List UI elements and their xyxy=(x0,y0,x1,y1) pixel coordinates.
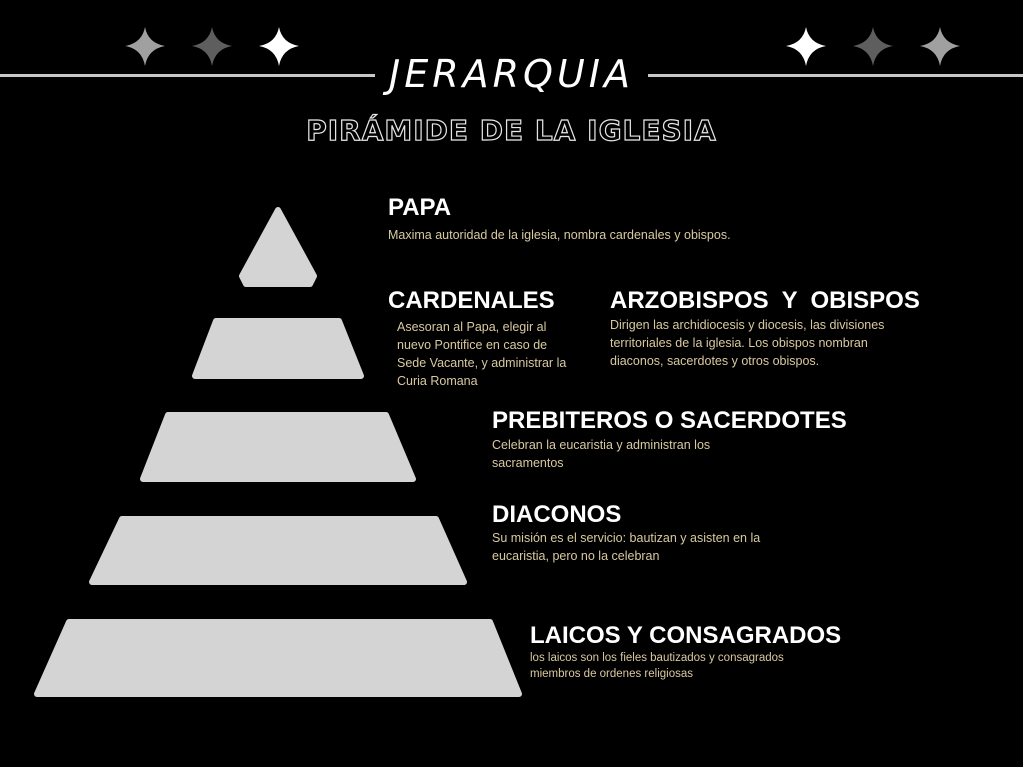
pyramid-tier-papa xyxy=(242,210,314,284)
level-title-arzobispos: ARZOBISPOS Y OBISPOS xyxy=(610,287,920,314)
star-icon xyxy=(259,27,299,66)
level-desc-papa: Maxima autoridad de la iglesia, nombra cardenales y obispos. xyxy=(388,228,731,242)
star-icon xyxy=(853,27,893,66)
level-desc-laicos: los laicos son los fieles bautizados y consagrados miembros de ordenes religiosas xyxy=(530,652,784,680)
pyramid-tier-laicos xyxy=(37,622,519,694)
level-title-presbiteros: PREBITEROS O SACERDOTES xyxy=(492,407,847,434)
level-title-laicos: LAICOS Y CONSAGRADOS xyxy=(530,622,842,649)
page-subtitle: PIRÁMIDE DE LA IGLESIA xyxy=(306,114,717,147)
star-icon xyxy=(125,27,165,66)
pyramid-tier-cardenales xyxy=(195,321,361,376)
page-title: JERARQUIA xyxy=(0,52,1023,96)
level-desc-cardenales: Asesoran al Papa, elegir al nuevo Pontifice en caso de Sede Vacante, y administrar la Curia Romana xyxy=(397,320,567,388)
star-icon xyxy=(920,27,960,66)
level-desc-arzobispos: Dirigen las archidiocesis y diocesis, las divisiones territoriales de la iglesia. Los obispos nombran diaconos, sacerdotes y otros obispos. xyxy=(610,318,885,368)
level-title-diaconos: DIACONOS xyxy=(492,501,622,528)
level-desc-presbiteros: Celebran la eucaristia y administran los sacramentos xyxy=(492,438,711,470)
pyramid-tier-diaconos xyxy=(92,519,464,582)
level-desc-diaconos: Su misión es el servicio: bautizan y asisten en la eucaristia, pero no la celebran xyxy=(492,531,761,563)
pyramid-tier-presbiteros xyxy=(143,415,413,479)
level-title-cardenales: CARDENALES xyxy=(388,287,555,314)
star-icon xyxy=(192,27,232,66)
level-title-papa: PAPA xyxy=(388,194,452,221)
star-icon xyxy=(786,27,826,66)
